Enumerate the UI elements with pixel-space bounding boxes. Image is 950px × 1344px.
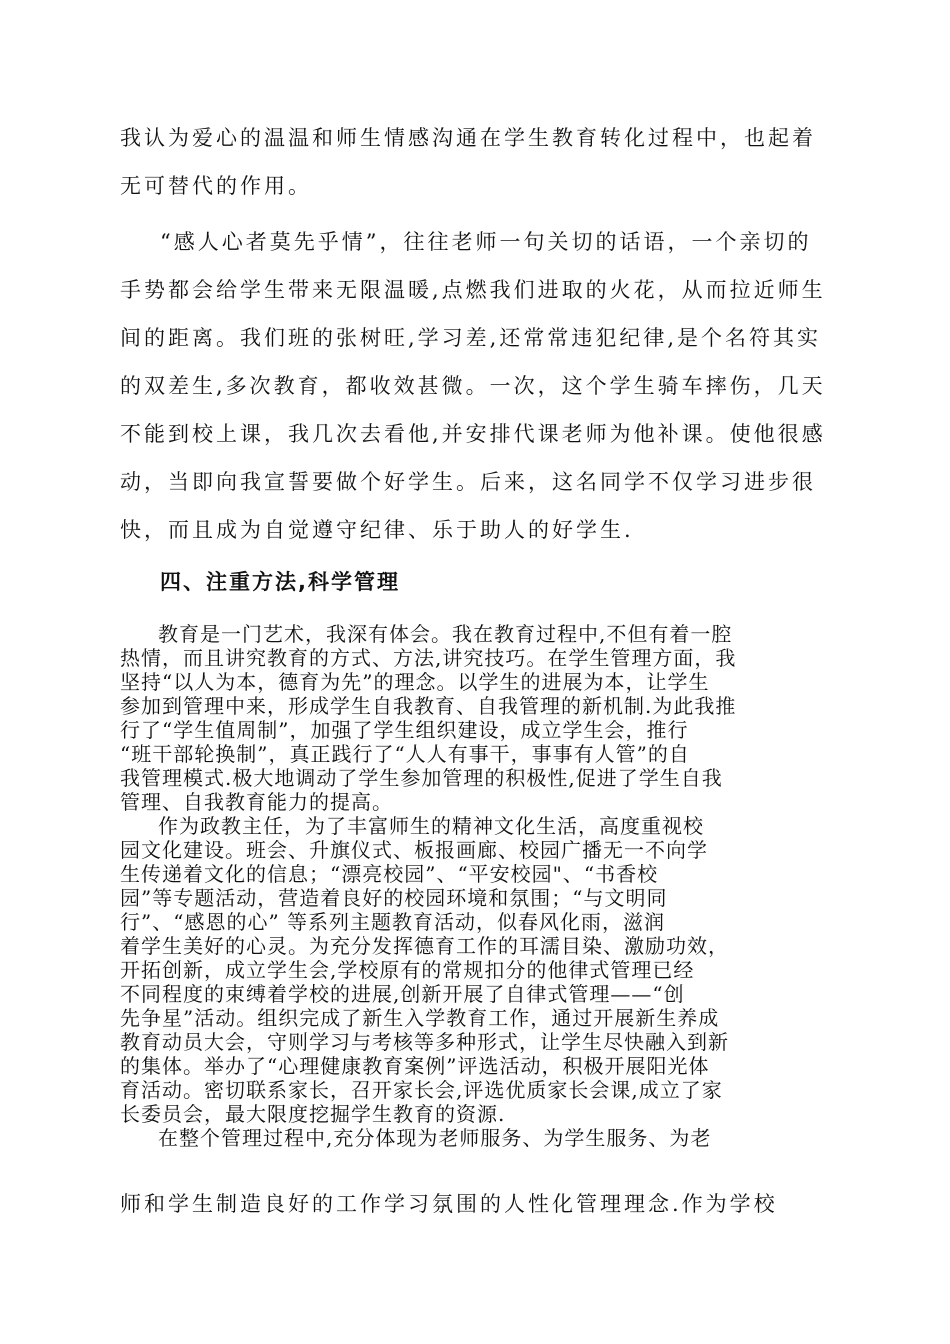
text-line: 坚持“以人为本，德育为先”的理念。以学生的进展为本，让学生 [120, 670, 710, 694]
text-line: 生传递着文化的信息；“漂亮校园”、“平安校园"、“书香校 [120, 862, 659, 886]
text-line: 在整个管理过程中,充分体现为老师服务、为学生服务、为老 [158, 1126, 712, 1150]
text-line: 热情，而且讲究教育的方式、方法,讲究技巧。在学生管理方面，我 [120, 646, 737, 670]
text-line: 先争星”活动。组织完成了新生入学教育工作，通过开展新生养成 [120, 1006, 720, 1030]
text-line: “感人心者莫先乎情”，往往老师一句关切的话语，一个亲切的 [160, 230, 812, 254]
text-line: 长委员会，最大限度挖掘学生教育的资源. [120, 1102, 506, 1126]
section-heading: 四、注重方法,科学管理 [160, 570, 400, 594]
text-line: 参加到管理中来，形成学生自我教育、自我管理的新机制.为此我推 [120, 694, 737, 718]
text-line: 开拓创新，成立学生会,学校原有的常规扣分的他律式管理已经 [120, 958, 695, 982]
text-line: 间的距离。我们班的张树旺,学习差,还常常违犯纪律,是个名符其实 [120, 326, 822, 350]
text-line: 作为政教主任，为了丰富师生的精神文化生活，高度重视校 [158, 814, 704, 838]
text-line: “班干部轮换制”，真正践行了“人人有事干，事事有人管”的自 [120, 742, 690, 766]
text-line: 不能到校上课，我几次去看他,并安排代课老师为他补课。使他很感 [120, 422, 826, 446]
text-line: 无可替代的作用。 [120, 174, 312, 198]
text-line: 教育是一门艺术，我深有体会。我在教育过程中,不但有着一腔 [158, 622, 733, 646]
text-line: 的集体。举办了“心理健康教育案例”评选活动，积极开展阳光体 [120, 1054, 710, 1078]
text-line: 手势都会给学生带来无限温暖,点燃我们进取的火花，从而拉近师生 [120, 278, 826, 302]
text-line: 动，当即向我宣誓要做个好学生。后来，这名同学不仅学习进步很 [120, 470, 816, 494]
text-line: 行了“学生值周制”，加强了学生组织建设，成立学生会，推行 [120, 718, 689, 742]
text-line: 管理、自我教育能力的提高。 [120, 790, 393, 814]
text-line: 不同程度的束缚着学校的进展,创新开展了自律式管理——“创 [120, 982, 685, 1006]
text-line: 园”等专题活动，营造着良好的校园环境和氛围；“与文明同 [120, 886, 668, 910]
text-line: 着学生美好的心灵。为充分发挥德育工作的耳濡目染、激励功效， [120, 934, 729, 958]
text-line: 师和学生制造良好的工作学习氛围的人性化管理理念.作为学校 [120, 1192, 778, 1216]
text-line: 育活动。密切联系家长，召开家长会,评选优质家长会课,成立了家 [120, 1078, 723, 1102]
text-line: 我管理模式.极大地调动了学生参加管理的积极性,促进了学生自我 [120, 766, 723, 790]
text-line: 园文化建设。班会、升旗仪式、板报画廊、校园广播无一不向学 [120, 838, 708, 862]
text-line: 行”、“感恩的心” 等系列主题教育活动，似春风化雨，滋润 [120, 910, 666, 934]
text-line: 我认为爱心的温温和师生情感沟通在学生教育转化过程中，也起着 [120, 126, 816, 150]
text-line: 快，而且成为自觉遵守纪律、乐于助人的好学生. [120, 518, 634, 542]
text-line: 的双差生,多次教育，都收效甚微。一次，这个学生骑车摔伤，几天 [120, 374, 826, 398]
text-line: 教育动员大会，守则学习与考核等多种形式，让学生尽快融入到新 [120, 1030, 729, 1054]
